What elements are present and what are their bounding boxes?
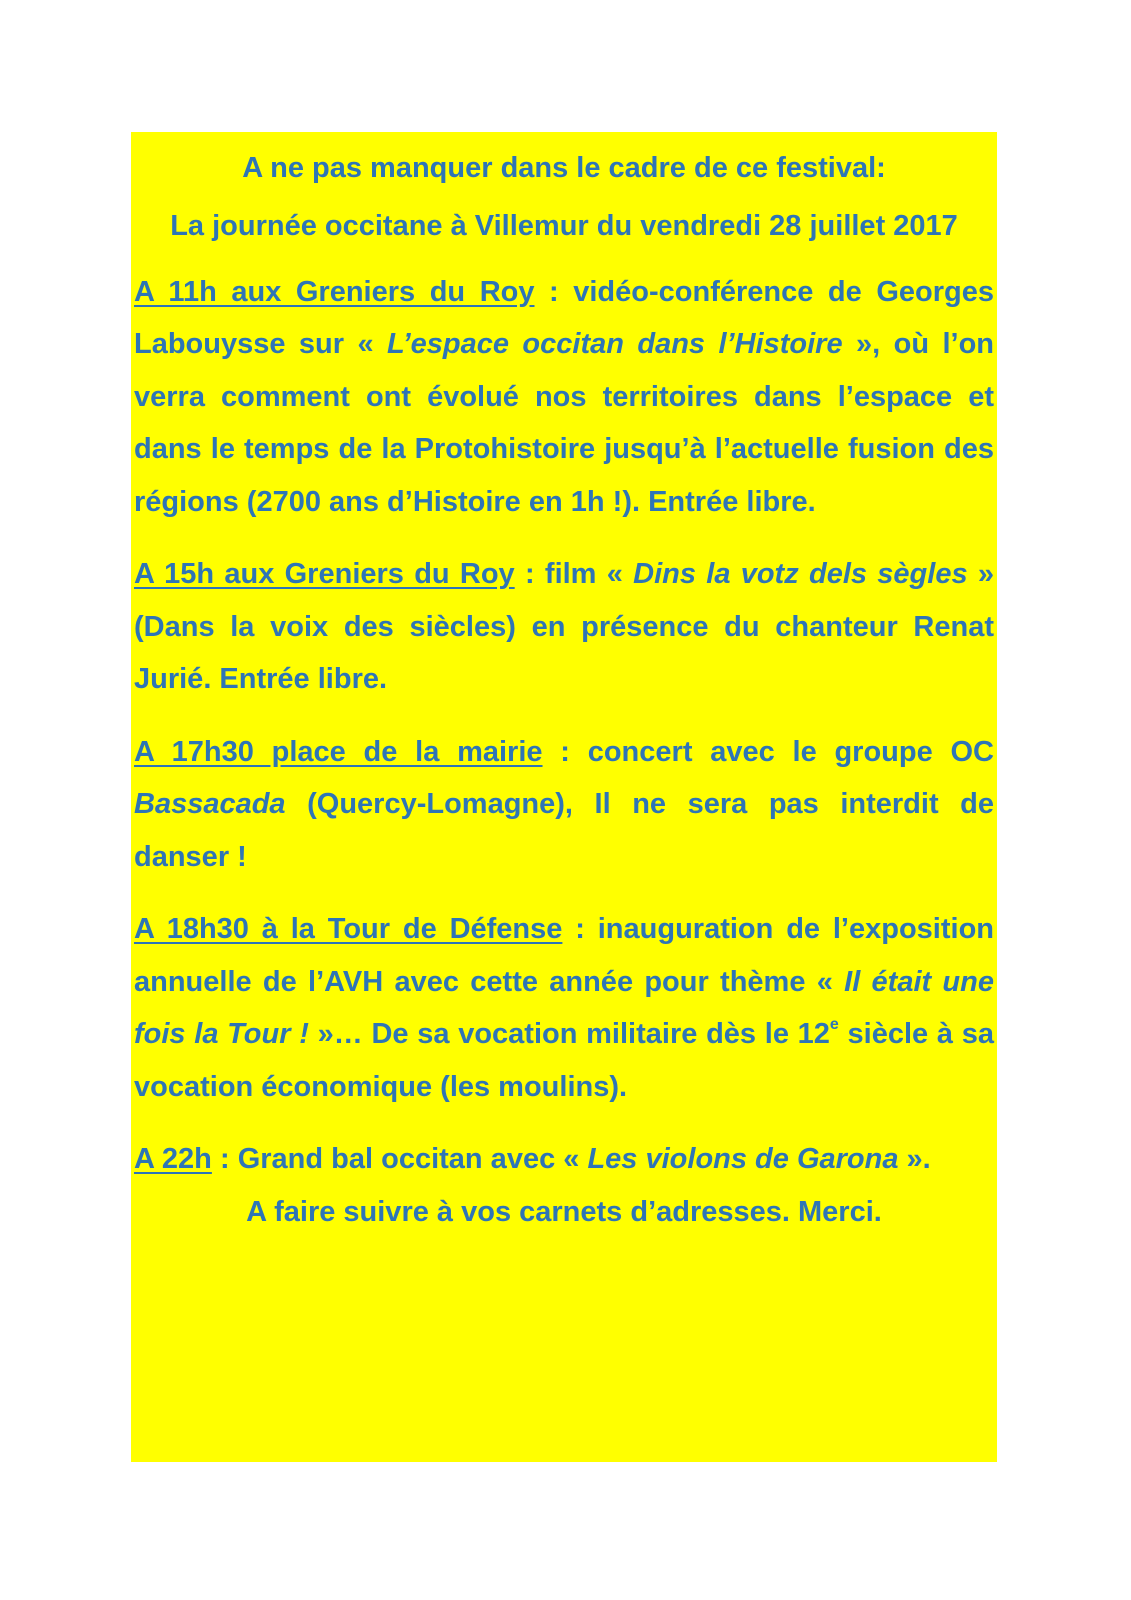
event-22h-separator: :	[211, 1143, 238, 1175]
event-17h30-text-2: (Quercy-Lomagne), Il ne sera pas interdit de danser !	[134, 788, 994, 873]
intro-heading: A ne pas manquer dans le cadre de ce festival:	[242, 152, 886, 184]
event-15h-separator: :	[514, 558, 545, 590]
event-17h30-band: Bassacada	[134, 788, 286, 820]
event-11h-time-place: A 11h aux Greniers du Roy	[134, 275, 535, 308]
event-17h30-time-place: A 17h30 place de la mairie	[134, 735, 543, 768]
event-15h-title: Dins la votz dels sègles	[633, 558, 968, 590]
event-15h-time-place: A 15h aux Greniers du Roy	[134, 558, 515, 590]
event-22h-text-2: ».	[898, 1143, 931, 1175]
event-15h	[134, 548, 994, 706]
event-11h-title: L’espace occitan dans l’Histoire	[387, 328, 843, 360]
event-15h-text-2: » (Dans la voix des siècles) en présence du chanteur Renat Jurié. Entrée libre.	[134, 558, 994, 695]
flyer-panel	[131, 132, 997, 1462]
event-22h	[134, 1133, 994, 1186]
event-18h30-separator: :	[562, 913, 598, 945]
event-18h30-time-place: A 18h30 à la Tour de Défense	[134, 913, 563, 945]
event-22h-band: Les violons de Garona	[587, 1143, 899, 1175]
event-22h-time: A 22h	[134, 1143, 212, 1175]
event-11h-text-1: vidéo-conférence de Georges Labouysse sur «	[134, 275, 994, 360]
event-day-heading: La journée occitane à Villemur du vendredi 28 juillet 2017	[170, 209, 958, 242]
event-18h30-theme: Il était une fois la Tour !	[134, 965, 994, 1050]
footer-note: A faire suivre à vos carnets d’adresses. Merci.	[246, 1195, 882, 1228]
event-11h	[134, 266, 994, 529]
event-11h-text-2: », où l’on verra comment ont évolué nos territoires dans l’espace et dans le temps de la Protohistoire jusqu’à l’actuelle fusion des régions (2700 ans d’Histoire en 1h !). Entrée libre.	[134, 328, 994, 518]
event-18h30-superscript: e	[829, 1016, 839, 1033]
event-15h-text-1: film «	[544, 558, 634, 590]
event-18h30-text-3: siècle à sa vocation économique (les moulins).	[134, 1018, 994, 1103]
event-17h30-separator: :	[542, 735, 588, 768]
event-18h30	[134, 903, 994, 1113]
event-17h30	[134, 726, 994, 884]
event-11h-separator: :	[534, 275, 574, 308]
event-18h30-text-2: »… De sa vocation militaire dès le 12	[308, 1018, 830, 1050]
event-22h-text-1: Grand bal occitan avec «	[237, 1143, 588, 1175]
event-17h30-text-1: concert avec le groupe OC	[587, 735, 994, 768]
event-18h30-text-1: inauguration de l’exposition annuelle de l’AVH avec cette année pour thème «	[134, 913, 995, 998]
